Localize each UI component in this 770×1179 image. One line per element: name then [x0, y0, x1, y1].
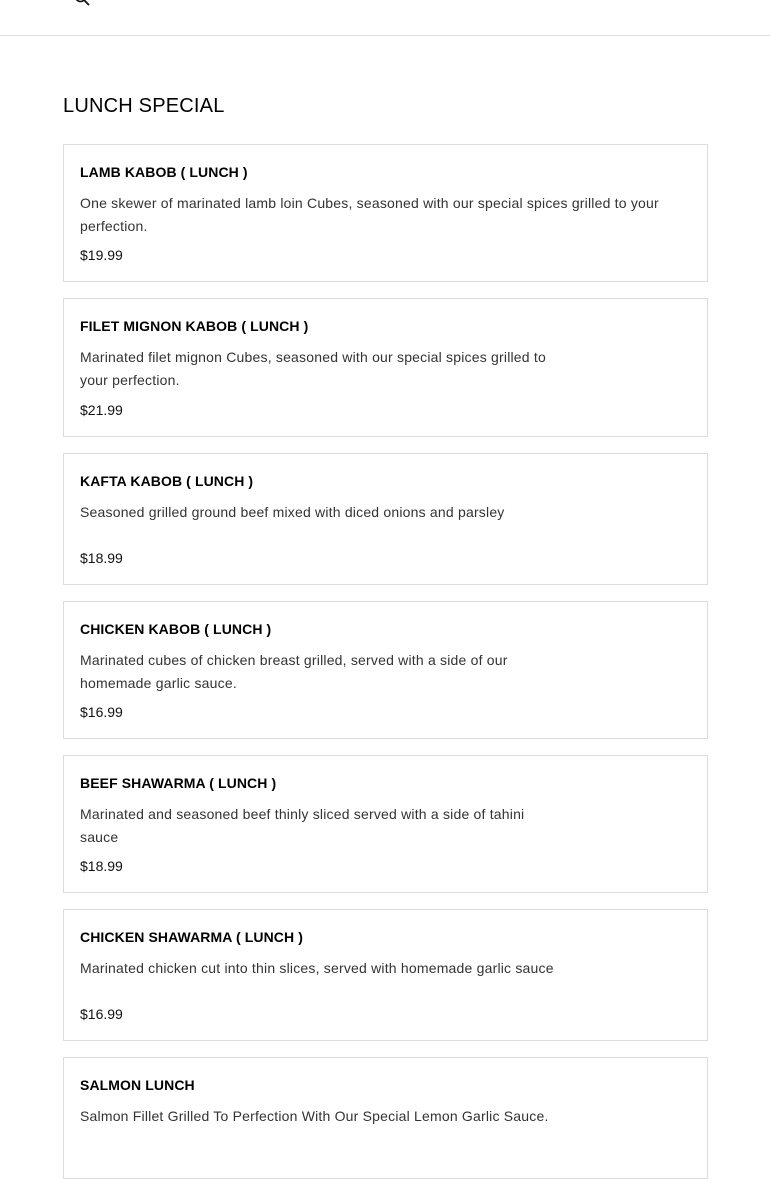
menu-item-card[interactable] — [63, 453, 708, 585]
menu-item-name: KAFTA KABOB ( LUNCH ) — [80, 473, 254, 489]
menu-item-name: BEEF SHAWARMA ( LUNCH ) — [80, 775, 277, 791]
menu-item-description: Marinated cubes of chicken breast grilled, served with a side of our homemade garlic sauce. — [80, 652, 508, 691]
menu-item-name: FILET MIGNON KABOB ( LUNCH ) — [80, 318, 309, 334]
menu-item-card[interactable] — [63, 298, 708, 437]
menu-item-card[interactable] — [63, 755, 708, 893]
top-bar — [0, 0, 770, 36]
menu-item-card[interactable] — [63, 909, 708, 1041]
section-title: LUNCH SPECIAL — [63, 95, 225, 117]
menu-item-price: $19.99 — [80, 247, 123, 263]
menu-item-card[interactable] — [63, 1057, 708, 1179]
menu-item-name: CHICKEN KABOB ( LUNCH ) — [80, 621, 272, 637]
menu-item-description: Marinated filet mignon Cubes, seasoned with our special spices grilled to your perfection. — [80, 349, 546, 388]
menu-item-description: Seasoned grilled ground beef mixed with diced onions and parsley — [80, 504, 505, 520]
menu-item-name: SALMON LUNCH — [80, 1077, 195, 1093]
menu-item-price: $18.99 — [80, 858, 123, 874]
menu-item-description: Marinated and seasoned beef thinly sliced served with a side of tahini sauce — [80, 806, 525, 845]
menu-item-card[interactable] — [63, 601, 708, 739]
menu-item-price: $18.99 — [80, 550, 123, 566]
menu-item-price: $21.99 — [80, 402, 123, 418]
menu-item-description: Marinated chicken cut into thin slices, served with homemade garlic sauce — [80, 960, 554, 976]
menu-item-name: LAMB KABOB ( LUNCH ) — [80, 164, 248, 180]
menu-item-description: One skewer of marinated lamb loin Cubes, seasoned with our special spices grilled to your perfection. — [80, 195, 659, 234]
menu-item-description: Salmon Fillet Grilled To Perfection With Our Special Lemon Garlic Sauce. — [80, 1108, 549, 1124]
search-icon[interactable] — [74, 0, 90, 6]
menu-item-price: $16.99 — [80, 1006, 123, 1022]
menu-item-name: CHICKEN SHAWARMA ( LUNCH ) — [80, 929, 303, 945]
menu-item-card[interactable] — [63, 144, 708, 282]
menu-item-price: $16.99 — [80, 704, 123, 720]
